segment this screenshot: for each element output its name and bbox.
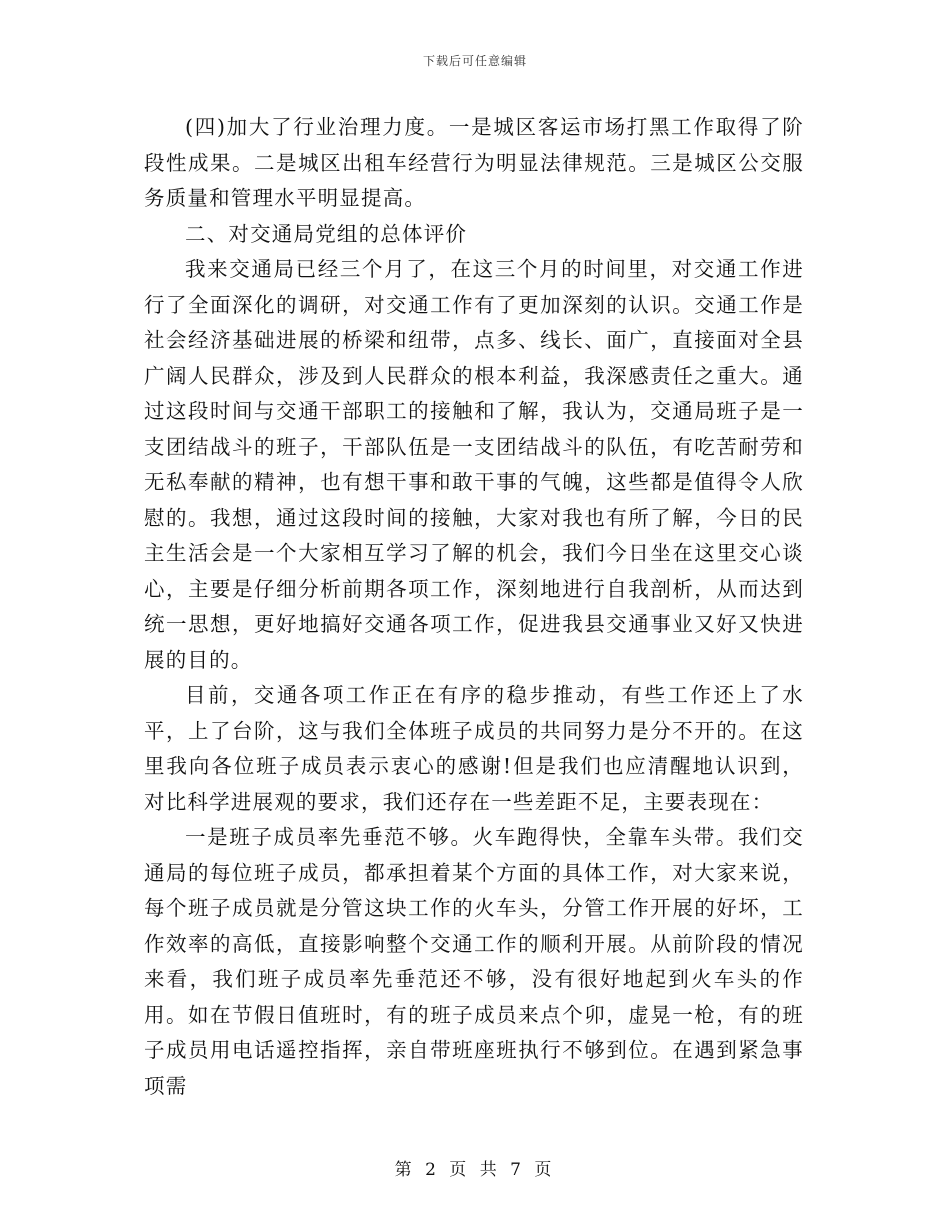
page-header-note: 下载后可任意编辑	[422, 54, 527, 68]
document-body	[144, 110, 804, 1104]
paragraph-three-months-review: 我来交通局已经三个月了，在这三个月的时间里，对交通工作进行了全面深化的调研，对交通工作有了更加深刻的认识。交通工作是社会经济基础进展的桥梁和纽带，点多、线长、面广，直接面对全县广阔人民群众，涉及到人民群众的根本利益，我深感责任之重大。通过这段时间与交通干部职工的接触和了解，我认为，交通局班子是一支团结战斗的班子，干部队伍是一支团结战斗的队伍，有吃苦耐劳和无私奉献的精神，也有想干事和敢干事的气魄，这些都是值得令人欣慰的。我想，通过这段时间的接触，大家对我也有所了解，今日的民主生活会是一个大家相互学习了解的机会，我们今日坐在这里交心谈心，主要是仔细分析前期各项工作，深刻地进行自我剖析，从而达到统一思想，更好地搞好交通各项工作，促进我县交通事业又好又快进展的目的。	[144, 257, 804, 672]
paragraph-leadership-shortcoming: 一是班子成员率先垂范不够。火车跑得快，全靠车头带。我们交通局的每位班子成员，都承担着某个方面的具体工作，对大家来说，每个班子成员就是分管这块工作的火车头，分管工作开展的好坏，工作效率的高低，直接影响整个交通工作的顺利开展。从前阶段的情况来看，我们班子成员率先垂范还不够，没有很好地起到火车头的作用。如在节假日值班时，有的班子成员来点个卯，虚晃一枪，有的班子成员用电话遥控指挥，亲自带班座班执行不够到位。在遇到紧急事项需	[144, 825, 804, 1098]
section-heading-overall-evaluation: 二、对交通局党组的总体评价	[185, 221, 468, 246]
paragraph-industry-governance: (四)加大了行业治理力度。一是城区客运市场打黑工作取得了阶段性成果。二是城区出租车经营行为明显法律规范。三是城区公交服务质量和管理水平明显提高。	[144, 115, 804, 210]
paragraph-current-progress: 目前，交通各项工作正在有序的稳步推动，有些工作还上了水平，上了台阶，这与我们全体班子成员的共同努力是分不开的。在这里我向各位班子成员表示衷心的感谢!但是我们也应清醒地认识到，对比科学进展观的要求，我们还存在一些差距不足，主要表现在：	[144, 683, 804, 814]
page-number: 第 2 页 共 7 页	[394, 1160, 556, 1180]
